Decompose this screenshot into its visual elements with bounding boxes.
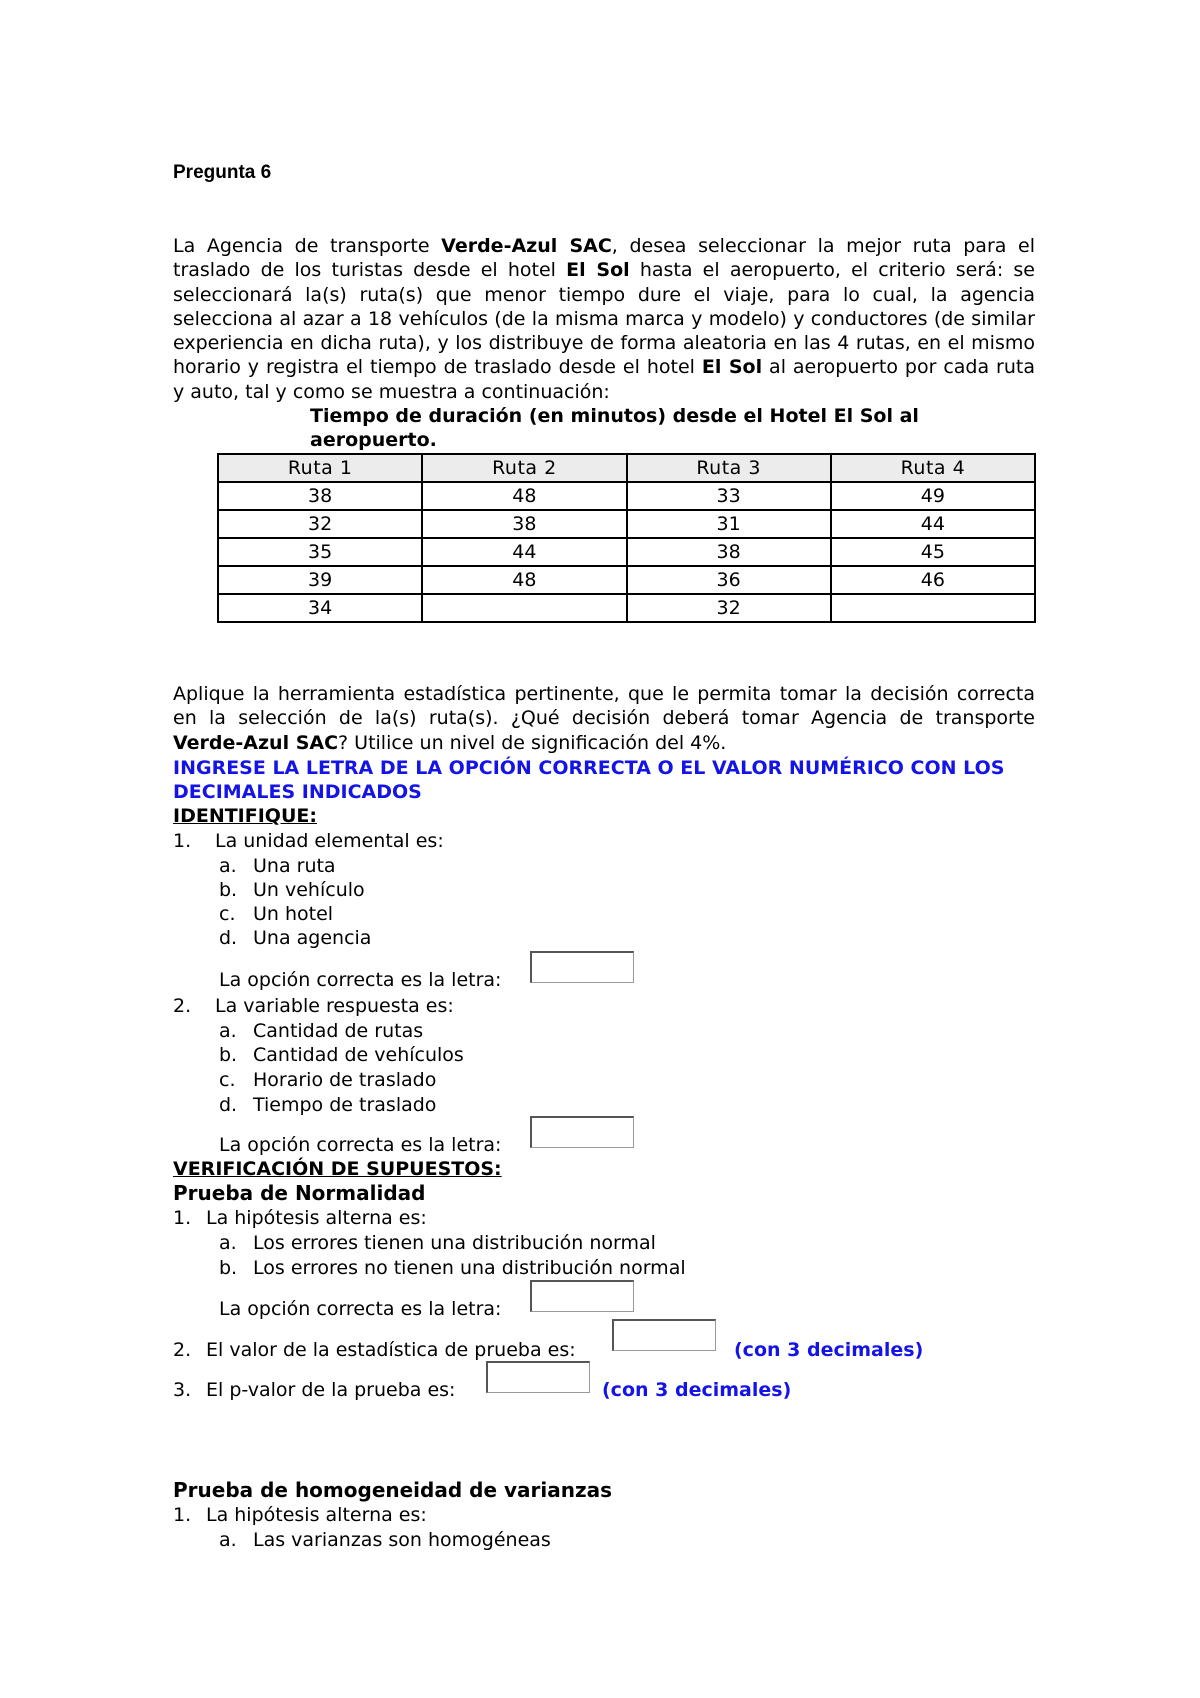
q2-answer-input[interactable]	[530, 1116, 634, 1148]
option-letter: b.	[219, 1044, 238, 1066]
table-cell: 38	[422, 510, 626, 538]
option-text: Tiempo de traslado	[253, 1094, 437, 1116]
norm-q2-hint: (con 3 decimales)	[734, 1339, 924, 1361]
table-cell: 36	[627, 566, 831, 594]
table-cell: 48	[422, 482, 626, 510]
intro-paragraph: La Agencia de transporte Verde-Azul SAC, desea seleccionar la mejor ruta para el traslado de los turistas desde el hotel El Sol hasta el aeropuerto, el criterio será: se seleccionará la(s) ruta(s) que menor tiempo dure el viaje, para lo cual, la agencia selecciona al azar a 18 vehículos (de la misma marca y modelo) y conductores (de similar experiencia en dicha ruta), y los distribuye de forma aleatoria en las 4 rutas, en el mismo horario y registra el tiempo de traslado desde el hotel El Sol al aeropuerto por cada ruta y auto, tal y como se muestra a continuación:	[173, 235, 1035, 403]
norm-q3-number: 3.	[173, 1379, 192, 1401]
norm-q1-text: La hipótesis alterna es:	[206, 1207, 427, 1229]
q2-number: 2.	[173, 995, 192, 1017]
table-cell: 45	[831, 538, 1035, 566]
normalidad-title: Prueba de Normalidad	[173, 1181, 426, 1205]
header-ruta-1: Ruta 1	[218, 454, 422, 482]
option-text: Un vehículo	[253, 879, 365, 901]
p-value-input[interactable]	[486, 1361, 590, 1393]
header-ruta-3: Ruta 3	[627, 454, 831, 482]
table-cell: 38	[218, 482, 422, 510]
duration-table	[217, 453, 1036, 623]
table-cell	[831, 594, 1035, 622]
table-cell: 46	[831, 566, 1035, 594]
option-text: Las varianzas son homogéneas	[253, 1529, 551, 1551]
q2-text: La variable respuesta es:	[215, 995, 454, 1017]
table-cell: 33	[627, 482, 831, 510]
option-text: Un hotel	[253, 903, 334, 925]
q1-number: 1.	[173, 830, 192, 852]
table-cell: 34	[218, 594, 422, 622]
option-text: Los errores tienen una distribución normal	[253, 1232, 656, 1254]
table-cell: 32	[218, 510, 422, 538]
header-ruta-4: Ruta 4	[831, 454, 1035, 482]
table-row	[218, 510, 1035, 538]
homo-q1-text: La hipótesis alterna es:	[206, 1504, 427, 1526]
norm-q1-number: 1.	[173, 1207, 192, 1229]
option-letter: b.	[219, 879, 238, 901]
table-cell: 49	[831, 482, 1035, 510]
q1-answer-input[interactable]	[530, 951, 634, 983]
norm-q1-answer-input[interactable]	[530, 1280, 634, 1312]
test-statistic-input[interactable]	[612, 1319, 716, 1351]
answer-label: La opción correcta es la letra:	[219, 1134, 502, 1156]
option-letter: a.	[219, 1232, 237, 1254]
option-text: Una ruta	[253, 855, 336, 877]
norm-q3-hint: (con 3 decimales)	[602, 1379, 792, 1401]
option-text: Horario de traslado	[253, 1069, 437, 1091]
table-row	[218, 594, 1035, 622]
table-row	[218, 566, 1035, 594]
table-row	[218, 482, 1035, 510]
option-letter: d.	[219, 1094, 238, 1116]
option-letter: a.	[219, 1529, 237, 1551]
option-text: Una agencia	[253, 927, 372, 949]
instruction-text: INGRESE LA LETRA DE LA OPCIÓN CORRECTA O EL VALOR NUMÉRICO CON LOS DECIMALES INDICADOS	[173, 757, 1005, 803]
question-title: Pregunta 6	[173, 162, 272, 183]
question-paragraph: Aplique la herramienta estadística pertinente, que le permita tomar la decisión correcta en la selección de la(s) ruta(s). ¿Qué decisión deberá tomar Agencia de transporte Verde-Azul SAC? Utilice un nivel de significación del 4%.	[173, 683, 1035, 754]
table-cell: 31	[627, 510, 831, 538]
homo-q1-number: 1.	[173, 1504, 192, 1526]
homogeneidad-title: Prueba de homogeneidad de varianzas	[173, 1478, 613, 1502]
option-text: Cantidad de rutas	[253, 1020, 424, 1042]
option-letter: a.	[219, 1020, 237, 1042]
option-letter: c.	[219, 1069, 236, 1091]
table-cell: 32	[627, 594, 831, 622]
table-cell: 35	[218, 538, 422, 566]
option-letter: c.	[219, 903, 236, 925]
table-row	[218, 538, 1035, 566]
table-cell: 39	[218, 566, 422, 594]
table-header-row	[218, 454, 1035, 482]
option-letter: b.	[219, 1257, 238, 1279]
header-ruta-2: Ruta 2	[422, 454, 626, 482]
norm-q2-text: El valor de la estadística de prueba es:	[206, 1339, 576, 1361]
answer-label: La opción correcta es la letra:	[219, 969, 502, 991]
q1-text: La unidad elemental es:	[215, 830, 444, 852]
norm-q3-text: El p-valor de la prueba es:	[206, 1379, 456, 1401]
table-cell: 44	[422, 538, 626, 566]
table-cell	[422, 594, 626, 622]
table-cell: 44	[831, 510, 1035, 538]
norm-q2-number: 2.	[173, 1339, 192, 1361]
table-caption: Tiempo de duración (en minutos) desde el Hotel El Sol al aeropuerto.	[310, 405, 919, 451]
option-letter: a.	[219, 855, 237, 877]
table-cell: 48	[422, 566, 626, 594]
verificacion-heading: VERIFICACIÓN DE SUPUESTOS:	[173, 1158, 502, 1180]
identifique-heading: IDENTIFIQUE:	[173, 805, 317, 827]
option-letter: d.	[219, 927, 238, 949]
answer-label: La opción correcta es la letra:	[219, 1298, 502, 1320]
table-cell: 38	[627, 538, 831, 566]
option-text: Cantidad de vehículos	[253, 1044, 464, 1066]
option-text: Los errores no tienen una distribución normal	[253, 1257, 686, 1279]
